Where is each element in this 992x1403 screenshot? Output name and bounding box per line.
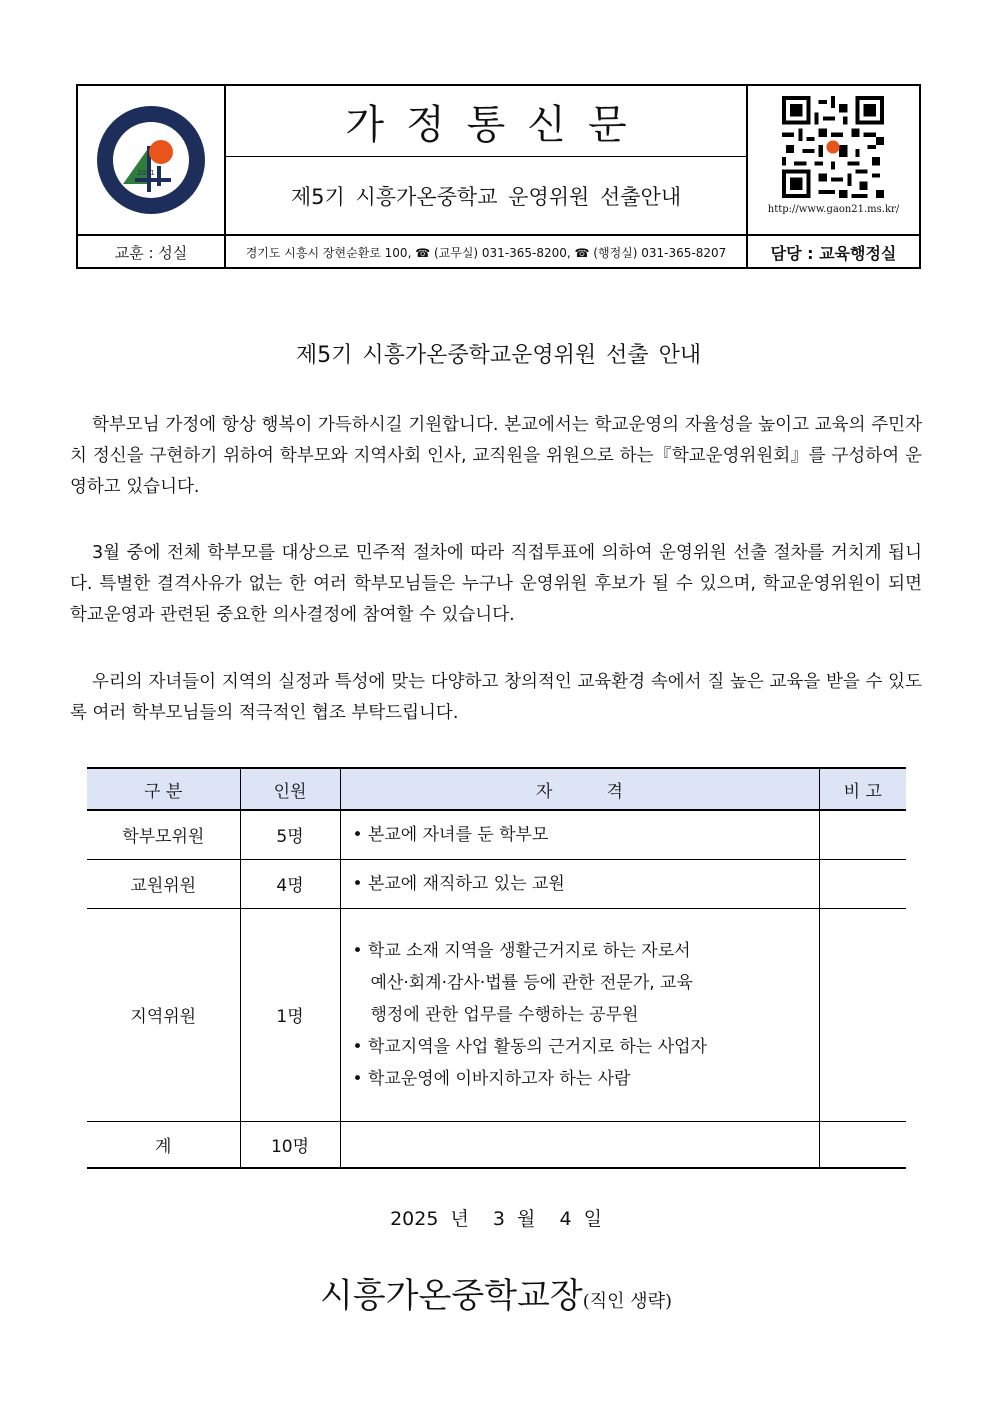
qr-section bbox=[748, 86, 919, 234]
row-qualification bbox=[340, 1121, 819, 1168]
divider bbox=[226, 156, 746, 157]
table-row bbox=[87, 908, 906, 1121]
school-address: 경기도 시흥시 장현순환로 100, ☎ (교무실) 031-365-8200, ☎ (행정실) 031-365-8207 bbox=[245, 246, 727, 260]
document-heading: 제5기 시흥가온중학교운영위원 선출 안내 bbox=[295, 343, 702, 368]
row-qualification bbox=[340, 859, 819, 908]
table-row-total bbox=[87, 1121, 906, 1168]
qualification-item: • 본교에 자녀를 둔 학부모 bbox=[352, 824, 549, 845]
signature-block bbox=[0, 1268, 992, 1317]
qualification-item: 예산·회계·감사·법률 등에 관한 전문가, 교육 bbox=[370, 972, 693, 993]
row-category: 학부모위원 bbox=[87, 810, 240, 859]
table-header-row bbox=[87, 768, 906, 810]
qualification-item: • 학교 소재 지역을 생활근거지로 하는 자로서 bbox=[352, 940, 691, 961]
row-note bbox=[819, 859, 906, 908]
column-header-category: 구 분 bbox=[87, 768, 240, 810]
row-qualification bbox=[340, 908, 819, 1121]
row-category: 계 bbox=[87, 1121, 240, 1168]
column-header-note: 비 고 bbox=[819, 768, 906, 810]
table-row bbox=[87, 859, 906, 908]
qualification-item: 행정에 관한 업무를 수행하는 공무원 bbox=[370, 1004, 639, 1025]
page-subtitle: 제5기 시흥가온중학교 운영위원 선출안내 bbox=[290, 185, 682, 209]
row-note bbox=[819, 908, 906, 1121]
page-title: 가정통신문 bbox=[345, 101, 649, 148]
contact-department: 담당 : 교육행정실 bbox=[770, 244, 897, 263]
row-category: 지역위원 bbox=[87, 908, 240, 1121]
seal-omitted-note: (직인 생략) bbox=[582, 1291, 673, 1312]
principal-title: 시흥가온중학교장 bbox=[319, 1276, 583, 1316]
newsletter-header bbox=[76, 84, 921, 269]
row-count: 4명 bbox=[240, 859, 340, 908]
qr-code-icon[interactable] bbox=[782, 96, 884, 198]
body-paragraph: 학부모님 가정에 항상 행복이 가득하시길 기원합니다. 본교에서는 학교운영의 자율성을 높이고 교육의 주민자치 정신을 구현하기 위하여 학부모와 지역사회 인사, 교직원을 위원으로 하는『학교운영위원회』를 구성하여 운영하고 있습니다. bbox=[70, 415, 922, 497]
logo-year: 2021 bbox=[137, 169, 155, 177]
row-note bbox=[819, 810, 906, 859]
table-row bbox=[87, 810, 906, 859]
row-category: 교원위원 bbox=[87, 859, 240, 908]
row-count: 1명 bbox=[240, 908, 340, 1121]
row-count: 10명 bbox=[240, 1121, 340, 1168]
qualification-item: • 학교지역을 사업 활동의 근거지로 하는 사업자 bbox=[352, 1036, 707, 1057]
school-motto: 교훈 : 성실 bbox=[114, 244, 188, 262]
row-count: 5명 bbox=[240, 810, 340, 859]
row-qualification bbox=[340, 810, 819, 859]
qualification-item: • 학교운영에 이바지하고자 하는 사람 bbox=[352, 1068, 631, 1089]
qualification-item: • 본교에 재직하고 있는 교원 bbox=[352, 873, 565, 894]
row-note bbox=[819, 1121, 906, 1168]
school-emblem-icon bbox=[95, 104, 207, 216]
body-paragraph: 3월 중에 전체 학부모를 대상으로 민주적 절차에 따라 직접투표에 의하여 운영위원 선출 절차를 거치게 됩니다. 특별한 결격사유가 없는 한 여러 학부모님들은 누구나 운영위원 후보가 될 수 있으며, 학교운영위원이 되면 학교운영과 관련된 중요한 의사결정에 참여할 수 있습니다. bbox=[70, 543, 922, 625]
column-header-count: 인원 bbox=[240, 768, 340, 810]
school-website-link[interactable]: http://www.gaon21.ms.kr/ bbox=[767, 204, 900, 215]
school-logo bbox=[78, 86, 224, 234]
column-header-qualification: 자 격 bbox=[340, 768, 819, 810]
body-paragraph: 우리의 자녀들이 지역의 실정과 특성에 맞는 다양하고 창의적인 교육환경 속에서 질 높은 교육을 받을 수 있도록 여러 학부모님들의 적극적인 협조 부탁드립니다. bbox=[70, 672, 922, 723]
committee-table bbox=[87, 767, 906, 1169]
issue-date: 2025 년 3 월 4 일 bbox=[390, 1208, 602, 1230]
